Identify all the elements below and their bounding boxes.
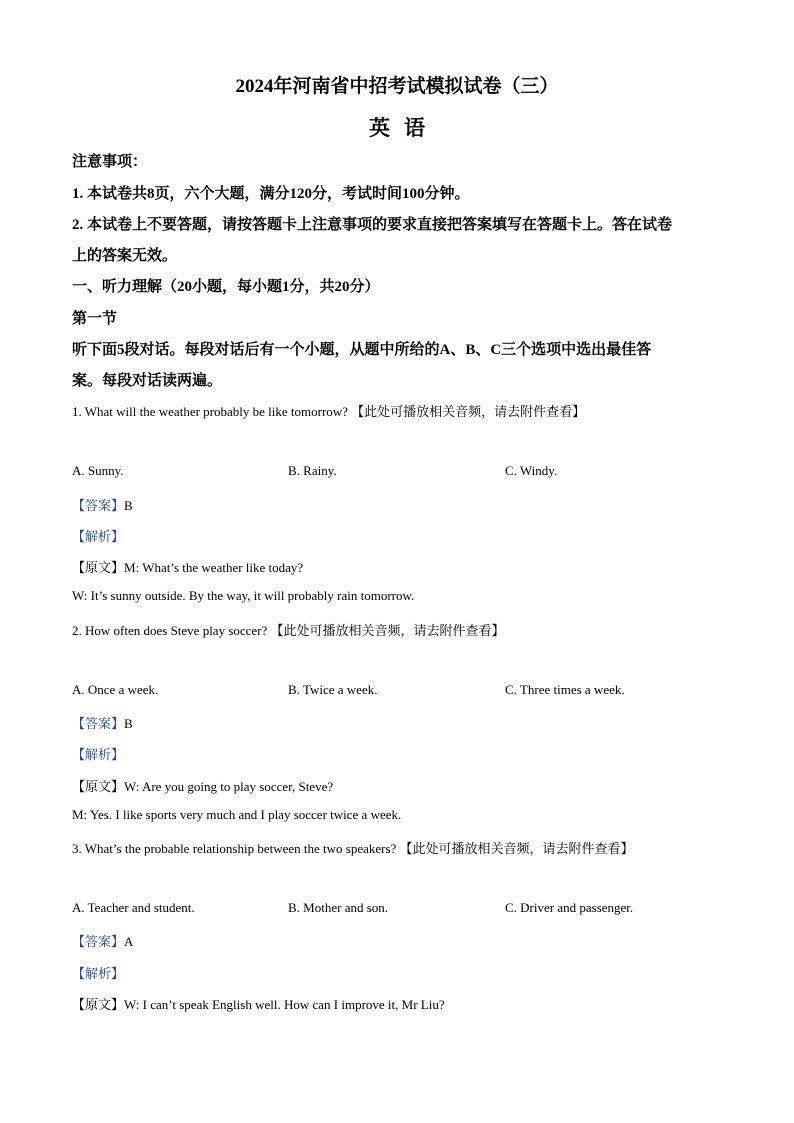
q2-option-b: B. Twice a week. [288,682,378,697]
q3-option-b: B. Mother and son. [288,900,389,915]
original-tag: 【原文】 [72,779,125,794]
q3-answer [72,931,133,950]
q1-option-c: C. Windy. [505,463,558,478]
exam-title: 2024年河南省中招考试模拟试卷（三） [235,76,559,97]
answer-value: B [124,716,133,731]
q2-analysis: 【解析】 [72,747,125,762]
note-item-2: 2. 本试卷上不要答题，请按答题卡上注意事项的要求直接把答案填写在答题卡上。答在试卷 [72,217,673,233]
q1-original [72,557,303,576]
q1-answer [72,495,133,514]
q3-analysis: 【解析】 [72,966,125,981]
q2-option-c: C. Three times a week. [505,682,625,697]
q3-option-c: C. Driver and passenger. [505,900,634,915]
instruction: 听下面5段对话。每段对话后有一个小题，从题中所给的A、B、C三个选项中选出最佳答 [72,342,652,358]
q3-original [72,994,445,1013]
question-1: 1. What will the weather probably be like tomorrow? 【此处可播放相关音频，请去附件查看】 [72,404,586,419]
section-title: 一、听力理解（20小题，每小题1分，共20分） [72,279,380,295]
question-2: 2. How often does Steve play soccer? 【此处可播放相关音频，请去附件查看】 [72,623,505,638]
q2-original [72,776,333,795]
original-tag: 【原文】 [72,560,125,575]
note-item-2-cont: 上的答案无效。 [72,248,178,264]
part-title: 第一节 [72,311,118,327]
notes-heading: 注意事项： [72,154,148,170]
answer-value: A [124,934,134,949]
answer-tag: 【答案】 [72,716,125,731]
answer-value: B [124,498,133,513]
q2-answer [72,713,133,732]
q1-option-b: B. Rainy. [288,463,337,478]
original-line: M: What’s the weather like today? [124,560,304,575]
note-item-1: 1. 本试卷共8页，六个大题，满分120分，考试时间100分钟。 [72,186,470,202]
answer-tag: 【答案】 [72,498,125,513]
question-3: 3. What’s the probable relationship between the two speakers? 【此处可播放相关音频，请去附件查看】 [72,841,634,856]
q3-option-a: A. Teacher and student. [72,900,195,915]
subject-title: 英语 [369,116,439,140]
q1-dialog-line: W: It’s sunny outside. By the way, it will probably rain tomorrow. [72,588,415,603]
original-tag: 【原文】 [72,997,125,1012]
q2-option-a: A. Once a week. [72,682,159,697]
q1-option-a: A. Sunny. [72,463,124,478]
original-line: W: I can’t speak English well. How can I improve it, Mr Liu? [124,997,445,1012]
answer-tag: 【答案】 [72,934,125,949]
original-line: W: Are you going to play soccer, Steve? [124,779,334,794]
instruction-cont: 案。每段对话读两遍。 [72,373,223,389]
q2-dialog-line: M: Yes. I like sports very much and I play soccer twice a week. [72,807,402,822]
q1-analysis: 【解析】 [72,529,125,544]
